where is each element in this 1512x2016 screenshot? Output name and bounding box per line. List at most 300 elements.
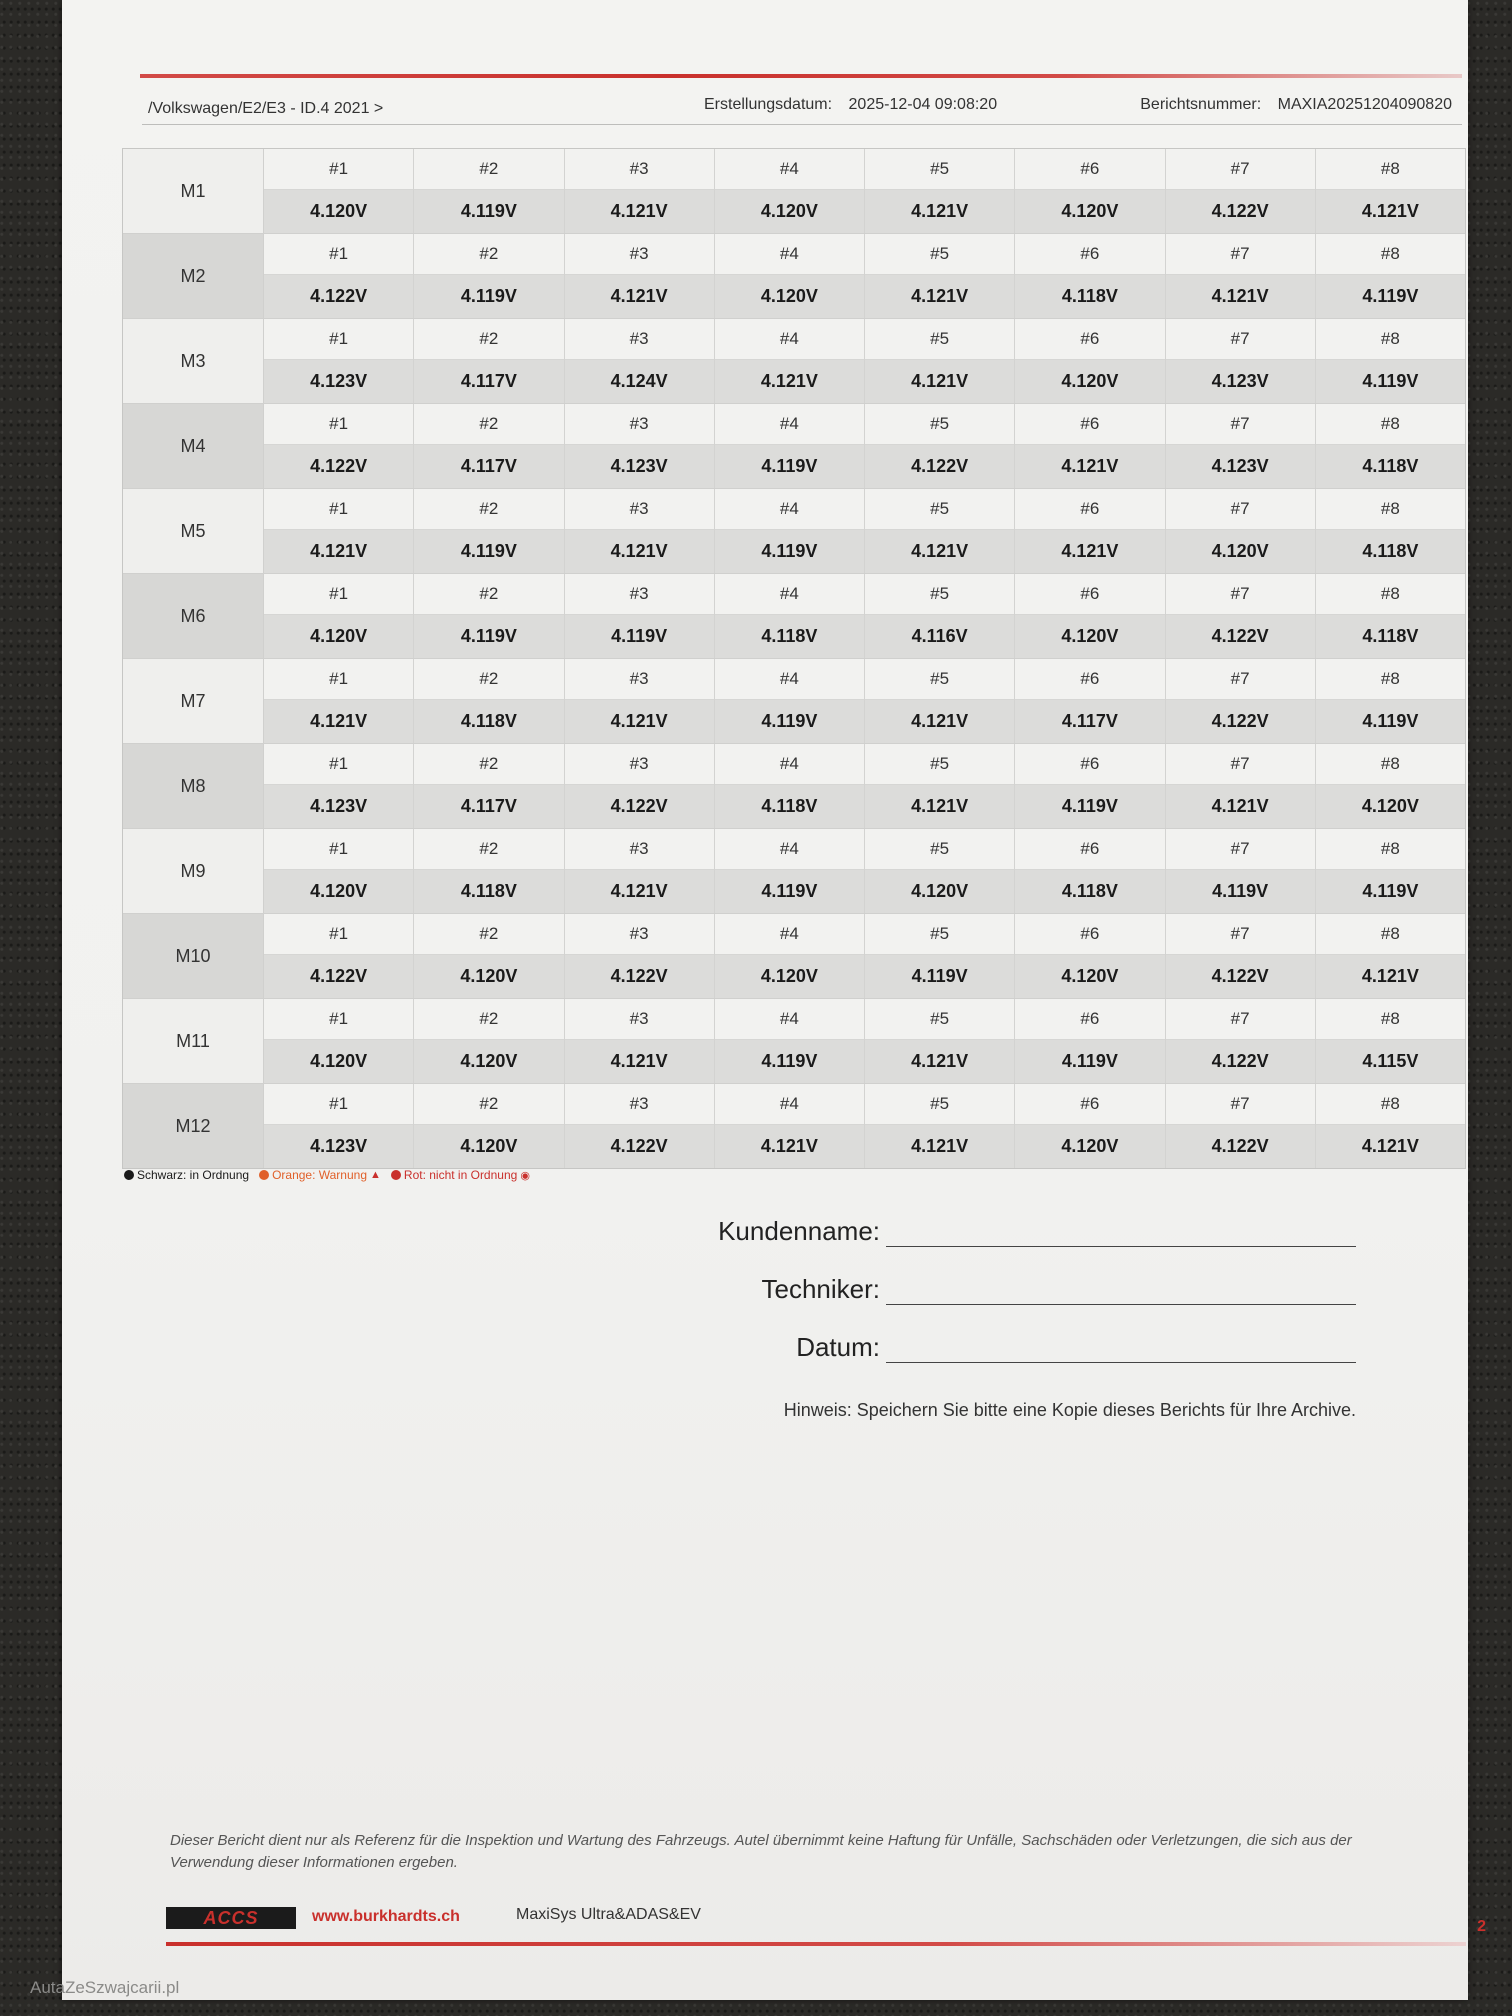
module-label: M1: [123, 149, 264, 233]
cell-entry: [715, 149, 865, 233]
cell-voltage: 4.117V: [414, 785, 563, 828]
cell-voltage: 4.121V: [865, 190, 1014, 233]
cell-entry: [565, 829, 715, 913]
module-row: [123, 319, 1465, 404]
cell-voltage: 4.121V: [565, 870, 714, 913]
cell-voltage: 4.121V: [1316, 190, 1465, 233]
cell-entry: [414, 319, 564, 403]
legend-warn-dot: [259, 1170, 269, 1180]
cell-voltage: 4.118V: [1316, 445, 1465, 488]
cell-number: #5: [865, 744, 1014, 785]
cell-number: #3: [565, 999, 714, 1040]
cell-entry: [1316, 149, 1465, 233]
cell-entry: [1015, 404, 1165, 488]
cell-number: #5: [865, 234, 1014, 275]
cell-number: #6: [1015, 149, 1164, 190]
cell-entry: [715, 744, 865, 828]
cell-entry: [264, 914, 414, 998]
cell-voltage: 4.119V: [1316, 275, 1465, 318]
cell-voltage: 4.121V: [1015, 445, 1164, 488]
warning-triangle-icon: ▲: [370, 1169, 381, 1181]
cell-entry: [264, 829, 414, 913]
cell-voltage: 4.121V: [1015, 530, 1164, 573]
cell-entry: [1166, 829, 1316, 913]
cell-voltage: 4.122V: [565, 1125, 714, 1168]
cell-entry: [1015, 829, 1165, 913]
cell-number: #1: [264, 1084, 413, 1125]
cell-voltage: 4.119V: [565, 615, 714, 658]
module-label: M11: [123, 999, 264, 1083]
cell-entry: [414, 1084, 564, 1168]
cell-number: #6: [1015, 234, 1164, 275]
cell-voltage: 4.120V: [1316, 785, 1465, 828]
cell-entry: [865, 914, 1015, 998]
module-cells: [264, 489, 1465, 573]
cell-number: #3: [565, 489, 714, 530]
module-row: [123, 149, 1465, 234]
cell-voltage: 4.120V: [1015, 190, 1164, 233]
cell-voltage: 4.120V: [264, 1040, 413, 1083]
legend-fail-dot: [391, 1170, 401, 1180]
cell-voltage: 4.119V: [1316, 700, 1465, 743]
cell-voltage: 4.123V: [264, 785, 413, 828]
cell-voltage: 4.117V: [414, 360, 563, 403]
cell-entry: [1015, 999, 1165, 1083]
cell-entry: [264, 149, 414, 233]
cell-entry: [1166, 234, 1316, 318]
cell-entry: [1166, 149, 1316, 233]
cell-number: #5: [865, 149, 1014, 190]
cell-entry: [565, 999, 715, 1083]
cell-number: #5: [865, 574, 1014, 615]
cell-number: #8: [1316, 1084, 1465, 1125]
cell-entry: [1316, 404, 1465, 488]
website-link[interactable]: www.burkhardts.ch: [312, 1908, 460, 1925]
cell-voltage: 4.122V: [1166, 1040, 1315, 1083]
cell-entry: [1166, 659, 1316, 743]
cell-number: #4: [715, 914, 864, 955]
technician-label: Techniker:: [761, 1274, 880, 1304]
module-cells: [264, 1084, 1465, 1168]
cell-number: #7: [1166, 829, 1315, 870]
cell-voltage: 4.120V: [865, 870, 1014, 913]
cell-voltage: 4.123V: [264, 360, 413, 403]
cell-entry: [264, 489, 414, 573]
module-label: M8: [123, 744, 264, 828]
cell-number: #8: [1316, 744, 1465, 785]
page-number: 2: [1477, 1918, 1486, 1935]
cell-entry: [1316, 319, 1465, 403]
cell-entry: [1166, 999, 1316, 1083]
cell-voltage: 4.119V: [1316, 870, 1465, 913]
legend-ok-dot: [124, 1170, 134, 1180]
cell-voltage: 4.120V: [1015, 955, 1164, 998]
cell-entry: [414, 829, 564, 913]
cell-number: #1: [264, 319, 413, 360]
cell-number: #7: [1166, 319, 1315, 360]
cell-entry: [264, 234, 414, 318]
module-row: [123, 1084, 1465, 1168]
cell-number: #5: [865, 489, 1014, 530]
cell-voltage: 4.120V: [414, 1125, 563, 1168]
cell-number: #1: [264, 149, 413, 190]
cell-entry: [1015, 1084, 1165, 1168]
module-row: [123, 404, 1465, 489]
module-row: [123, 829, 1465, 914]
cell-entry: [1166, 404, 1316, 488]
cell-voltage: 4.122V: [264, 955, 413, 998]
date-line[interactable]: [886, 1338, 1356, 1363]
cell-voltage: 4.120V: [715, 275, 864, 318]
cell-number: #6: [1015, 319, 1164, 360]
cell-number: #4: [715, 489, 864, 530]
cell-number: #6: [1015, 744, 1164, 785]
cell-entry: [1316, 914, 1465, 998]
cell-voltage: 4.121V: [565, 530, 714, 573]
cell-number: #4: [715, 319, 864, 360]
customer-name-line[interactable]: [886, 1222, 1356, 1247]
cell-voltage: 4.120V: [715, 190, 864, 233]
creation-date: [704, 96, 997, 114]
legend-ok-label: Schwarz: in Ordnung: [137, 1168, 250, 1182]
cell-entry: [1316, 659, 1465, 743]
module-row: [123, 659, 1465, 744]
technician-field[interactable]: [762, 1274, 1357, 1305]
cell-entry: [1015, 149, 1165, 233]
cell-voltage: 4.119V: [715, 870, 864, 913]
cell-voltage: 4.120V: [264, 615, 413, 658]
module-label: M6: [123, 574, 264, 658]
cell-entry: [264, 659, 414, 743]
cell-number: #4: [715, 999, 864, 1040]
cell-voltage: 4.121V: [565, 275, 714, 318]
cell-voltage: 4.120V: [414, 955, 563, 998]
cell-number: #3: [565, 1084, 714, 1125]
cell-entry: [865, 149, 1015, 233]
cell-voltage: 4.116V: [865, 615, 1014, 658]
cell-entry: [715, 914, 865, 998]
customer-name-label: Kundenname:: [718, 1216, 880, 1246]
module-cells: [264, 319, 1465, 403]
cell-voltage: 4.121V: [565, 700, 714, 743]
cell-voltage: 4.119V: [414, 275, 563, 318]
module-cells: [264, 999, 1465, 1083]
module-row: [123, 234, 1465, 319]
cell-number: #7: [1166, 999, 1315, 1040]
cell-number: #6: [1015, 1084, 1164, 1125]
module-label: M7: [123, 659, 264, 743]
cell-number: #2: [414, 999, 563, 1040]
cell-number: #3: [565, 744, 714, 785]
cell-voltage: 4.121V: [264, 700, 413, 743]
cell-number: #2: [414, 149, 563, 190]
cell-voltage: 4.123V: [1166, 360, 1315, 403]
cell-entry: [715, 574, 865, 658]
cell-voltage: 4.119V: [715, 1040, 864, 1083]
cell-entry: [1316, 1084, 1465, 1168]
cell-number: #8: [1316, 234, 1465, 275]
cell-number: #6: [1015, 404, 1164, 445]
cell-entry: [1316, 829, 1465, 913]
cell-entry: [715, 234, 865, 318]
cell-voltage: 4.119V: [865, 955, 1014, 998]
cell-voltage: 4.120V: [715, 955, 864, 998]
module-cells: [264, 659, 1465, 743]
cell-voltage: 4.121V: [1166, 785, 1315, 828]
cell-number: #5: [865, 404, 1014, 445]
cell-voltage: 4.119V: [1015, 1040, 1164, 1083]
legend-fail: [391, 1168, 530, 1182]
cell-entry: [565, 489, 715, 573]
module-row: [123, 744, 1465, 829]
cell-voltage: 4.119V: [715, 700, 864, 743]
cell-voltage: 4.120V: [264, 190, 413, 233]
module-label: M2: [123, 234, 264, 318]
cell-number: #1: [264, 999, 413, 1040]
cell-number: #8: [1316, 829, 1465, 870]
cell-entry: [715, 1084, 865, 1168]
cell-entry: [1316, 999, 1465, 1083]
module-label: M3: [123, 319, 264, 403]
cell-number: #3: [565, 319, 714, 360]
cell-entry: [1316, 489, 1465, 573]
cell-number: #6: [1015, 659, 1164, 700]
legend-ok: [124, 1168, 249, 1182]
cell-entry: [1015, 234, 1165, 318]
cell-entry: [1015, 744, 1165, 828]
legend-warn: [259, 1168, 381, 1182]
cell-number: #7: [1166, 149, 1315, 190]
cell-number: #4: [715, 659, 864, 700]
cell-number: #2: [414, 574, 563, 615]
cell-number: #1: [264, 829, 413, 870]
cell-entry: [865, 234, 1015, 318]
cell-number: #8: [1316, 914, 1465, 955]
cell-number: #7: [1166, 914, 1315, 955]
cell-voltage: 4.119V: [414, 530, 563, 573]
cell-voltage: 4.120V: [1015, 615, 1164, 658]
cell-number: #8: [1316, 489, 1465, 530]
cell-voltage: 4.119V: [414, 615, 563, 658]
cell-voltage: 4.122V: [865, 445, 1014, 488]
cell-number: #8: [1316, 999, 1465, 1040]
cell-number: #7: [1166, 659, 1315, 700]
cell-voltage: 4.121V: [565, 190, 714, 233]
module-cells: [264, 404, 1465, 488]
cell-number: #5: [865, 914, 1014, 955]
accs-logo: ACCS: [166, 1907, 296, 1929]
cell-entry: [715, 999, 865, 1083]
cell-voltage: 4.121V: [264, 530, 413, 573]
cell-number: #1: [264, 234, 413, 275]
top-red-rule: [140, 74, 1462, 78]
module-row: [123, 489, 1465, 574]
module-cells: [264, 829, 1465, 913]
report-footer: [166, 1904, 1486, 1934]
cell-voltage: 4.119V: [715, 530, 864, 573]
cell-entry: [565, 744, 715, 828]
watermark-text: AutaZeSzwajcarii.pl: [30, 1978, 180, 1997]
cell-entry: [865, 319, 1015, 403]
cell-voltage: 4.118V: [414, 700, 563, 743]
cell-number: #6: [1015, 914, 1164, 955]
cell-number: #3: [565, 659, 714, 700]
cell-number: #4: [715, 744, 864, 785]
legend-warn-label: Orange: Warnung: [272, 1168, 368, 1182]
cell-number: #7: [1166, 404, 1315, 445]
cell-number: #1: [264, 489, 413, 530]
module-row: [123, 914, 1465, 999]
cell-entry: [865, 744, 1015, 828]
cell-voltage: 4.119V: [1316, 360, 1465, 403]
cell-voltage: 4.122V: [1166, 615, 1315, 658]
cell-number: #3: [565, 234, 714, 275]
cell-entry: [1015, 319, 1165, 403]
cell-number: #1: [264, 574, 413, 615]
cell-entry: [715, 489, 865, 573]
cell-entry: [865, 1084, 1015, 1168]
cell-number: #8: [1316, 404, 1465, 445]
cell-entry: [565, 914, 715, 998]
report-number-value: MAXIA20251204090820: [1277, 96, 1452, 113]
module-row: [123, 574, 1465, 659]
date-field[interactable]: [796, 1332, 1356, 1363]
cell-entry: [715, 319, 865, 403]
alarm-icon: ◉: [520, 1169, 530, 1182]
cell-voltage: 4.121V: [865, 530, 1014, 573]
cell-voltage: 4.119V: [1166, 870, 1315, 913]
cell-number: #5: [865, 659, 1014, 700]
cell-entry: [414, 744, 564, 828]
cell-entry: [715, 659, 865, 743]
module-row: [123, 999, 1465, 1084]
cell-voltage: 4.122V: [264, 445, 413, 488]
cell-number: #1: [264, 914, 413, 955]
cell-voltage: 4.120V: [264, 870, 413, 913]
cell-number: #5: [865, 319, 1014, 360]
cell-entry: [865, 829, 1015, 913]
creation-date-label: Erstellungsdatum:: [704, 96, 833, 113]
cell-voltage: 4.121V: [865, 700, 1014, 743]
module-cells: [264, 744, 1465, 828]
cell-voltage-table: [122, 148, 1466, 1169]
legend-fail-label: Rot: nicht in Ordnung: [403, 1168, 518, 1182]
cell-entry: [1015, 914, 1165, 998]
cell-voltage: 4.121V: [1316, 955, 1465, 998]
module-cells: [264, 234, 1465, 318]
cell-voltage: 4.123V: [264, 1125, 413, 1168]
cell-voltage: 4.123V: [565, 445, 714, 488]
module-label: M5: [123, 489, 264, 573]
cell-entry: [264, 574, 414, 658]
cell-number: #7: [1166, 234, 1315, 275]
cell-entry: [264, 319, 414, 403]
cell-voltage: 4.122V: [565, 955, 714, 998]
cell-voltage: 4.117V: [414, 445, 563, 488]
module-label: M9: [123, 829, 264, 913]
cell-voltage: 4.121V: [865, 275, 1014, 318]
cell-number: #7: [1166, 489, 1315, 530]
cell-number: #1: [264, 744, 413, 785]
cell-number: #5: [865, 1084, 1014, 1125]
cell-number: #4: [715, 149, 864, 190]
cell-number: #1: [264, 659, 413, 700]
cell-voltage: 4.122V: [1166, 190, 1315, 233]
cell-entry: [715, 829, 865, 913]
cell-voltage: 4.121V: [865, 360, 1014, 403]
cell-voltage: 4.117V: [1015, 700, 1164, 743]
cell-number: #4: [715, 234, 864, 275]
cell-number: #8: [1316, 149, 1465, 190]
product-name: MaxiSys Ultra&ADAS&EV: [516, 1906, 701, 1923]
cell-voltage: 4.122V: [1166, 955, 1315, 998]
cell-entry: [414, 914, 564, 998]
cell-entry: [264, 999, 414, 1083]
cell-voltage: 4.121V: [565, 1040, 714, 1083]
disclaimer: Dieser Bericht dient nur als Referenz für die Inspektion und Wartung des Fahrzeugs. Autel übernimmt keine Haftung für Unfälle, Sachschäden oder Verletzungen, die sich aus der Verwendung dieser Informationen ergeben.: [170, 1832, 1352, 1871]
cell-entry: [414, 149, 564, 233]
cell-voltage: 4.120V: [1015, 360, 1164, 403]
module-cells: [264, 914, 1465, 998]
cell-voltage: 4.118V: [1316, 530, 1465, 573]
technician-line[interactable]: [886, 1280, 1356, 1305]
module-label: M4: [123, 404, 264, 488]
cell-voltage: 4.122V: [565, 785, 714, 828]
cell-number: #6: [1015, 489, 1164, 530]
cell-entry: [865, 999, 1015, 1083]
cell-entry: [1015, 574, 1165, 658]
cell-voltage: 4.118V: [715, 615, 864, 658]
cell-number: #3: [565, 149, 714, 190]
archive-note: Hinweis: Speichern Sie bitte eine Kopie dieses Berichts für Ihre Archive.: [783, 1400, 1356, 1420]
report-header: [142, 86, 1462, 125]
status-legend: [124, 1168, 530, 1182]
cell-entry: [865, 489, 1015, 573]
cell-voltage: 4.120V: [1015, 1125, 1164, 1168]
cell-voltage: 4.118V: [1316, 615, 1465, 658]
cell-number: #7: [1166, 1084, 1315, 1125]
cell-entry: [1166, 574, 1316, 658]
cell-number: #3: [565, 404, 714, 445]
module-label: M12: [123, 1084, 264, 1168]
cell-voltage: 4.122V: [1166, 1125, 1315, 1168]
cell-entry: [565, 319, 715, 403]
date-label: Datum:: [796, 1332, 880, 1362]
cell-voltage: 4.121V: [865, 785, 1014, 828]
cell-entry: [865, 659, 1015, 743]
customer-name-field[interactable]: [718, 1216, 1356, 1247]
cell-number: #2: [414, 1084, 563, 1125]
cell-entry: [264, 404, 414, 488]
cell-entry: [1166, 319, 1316, 403]
cell-number: #5: [865, 999, 1014, 1040]
cell-number: #2: [414, 744, 563, 785]
cell-number: #6: [1015, 829, 1164, 870]
cell-number: #2: [414, 659, 563, 700]
creation-date-value: 2025-12-04 09:08:20: [848, 96, 998, 113]
cell-number: #4: [715, 1084, 864, 1125]
cell-voltage: 4.121V: [715, 360, 864, 403]
cell-entry: [1015, 489, 1165, 573]
cell-number: #2: [414, 914, 563, 955]
cell-voltage: 4.119V: [1015, 785, 1164, 828]
cell-voltage: 4.118V: [414, 870, 563, 913]
cell-entry: [264, 1084, 414, 1168]
cell-voltage: 4.120V: [1166, 530, 1315, 573]
cell-number: #2: [414, 404, 563, 445]
cell-entry: [414, 574, 564, 658]
cell-number: #3: [565, 829, 714, 870]
